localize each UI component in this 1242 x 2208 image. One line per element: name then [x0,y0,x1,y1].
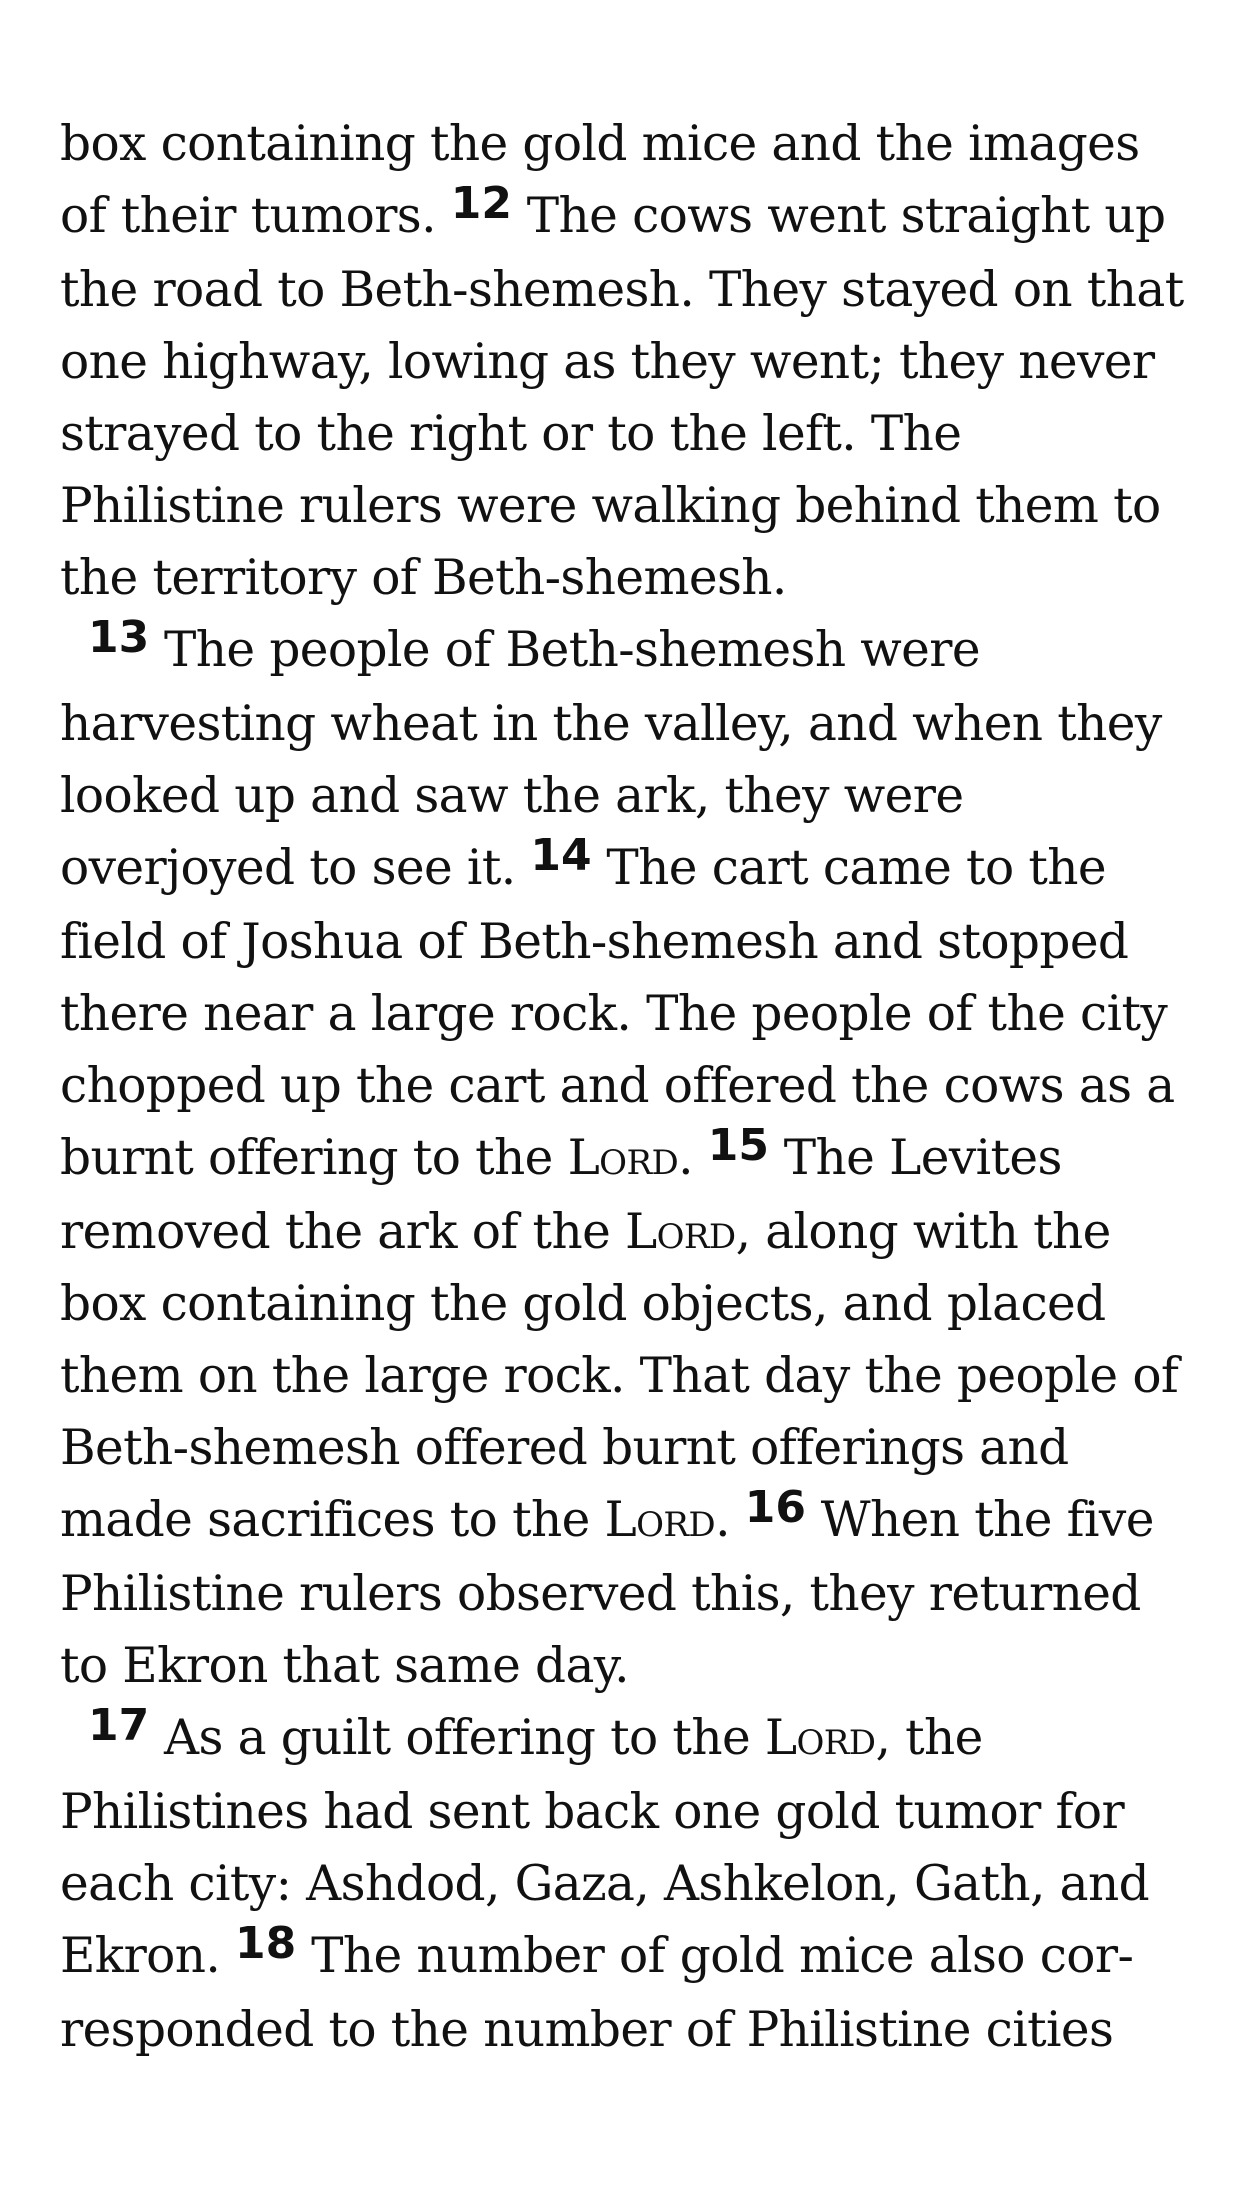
divine-name: Lord [604,1492,716,1548]
divine-name: Lord [764,1710,876,1766]
verse-text: box containing the gold mice and the images of their tumors. [60,116,1140,244]
verse-text: When the five Philistine rulers observed this, they returned to Ekron that same day. [60,1492,1154,1694]
verse-text: The people of Beth-shemesh were harvesting wheat in the valley, and when they looked up and saw the ark, they were overjoyed to see it. [60,622,1162,896]
verse-text: . [715,1492,745,1548]
divine-name: Lord [567,1130,679,1186]
verse-number: 17 [88,1700,150,1751]
verse-number: 15 [707,1120,769,1171]
verse-number: 18 [235,1918,297,1969]
verse-text: , the Philistines had sent back one gold tumor for each city: Ashdod, Gaza, Ashkelon, Gath, and Ekron. [60,1710,1150,1984]
verse-text: The cart came to the field of Joshua of Beth-shemesh and stopped there near a large rock. The people of the city chopped up the cart and offered the cows as a burnt offering to the [60,840,1175,1186]
verse-number: 16 [744,1482,806,1533]
verse-text: The Levites removed the ark of the [60,1130,1062,1260]
verse-text: The number of gold mice also cor-responded to the number of Philistine cities [60,1928,1134,2058]
verse-text: , along with the box containing the gold objects, and placed them on the large rock. That day the people of Beth-shemesh offered burnt offerings and made sacrifices to the [60,1204,1179,1548]
reading-pane[interactable] [60,108,1190,2066]
paragraph [60,108,1190,614]
divine-name: Lord [625,1204,736,1260]
verse-text: . [678,1130,708,1186]
verse-text: The cows went straight up the road to Beth-shemesh. They stayed on that one highway, lowing as they went; they never strayed to the right or to the left. The Philistine rulers were walking behind them to the territory of Beth-shemesh. [60,188,1184,606]
verse-number: 13 [88,612,150,663]
passage-text [60,108,1190,2066]
verse-number: 14 [530,830,592,881]
paragraph [60,1702,1190,2066]
verse-text: As a guilt offering to the [149,1710,765,1766]
paragraph [60,614,1190,1702]
verse-number: 12 [450,178,512,229]
